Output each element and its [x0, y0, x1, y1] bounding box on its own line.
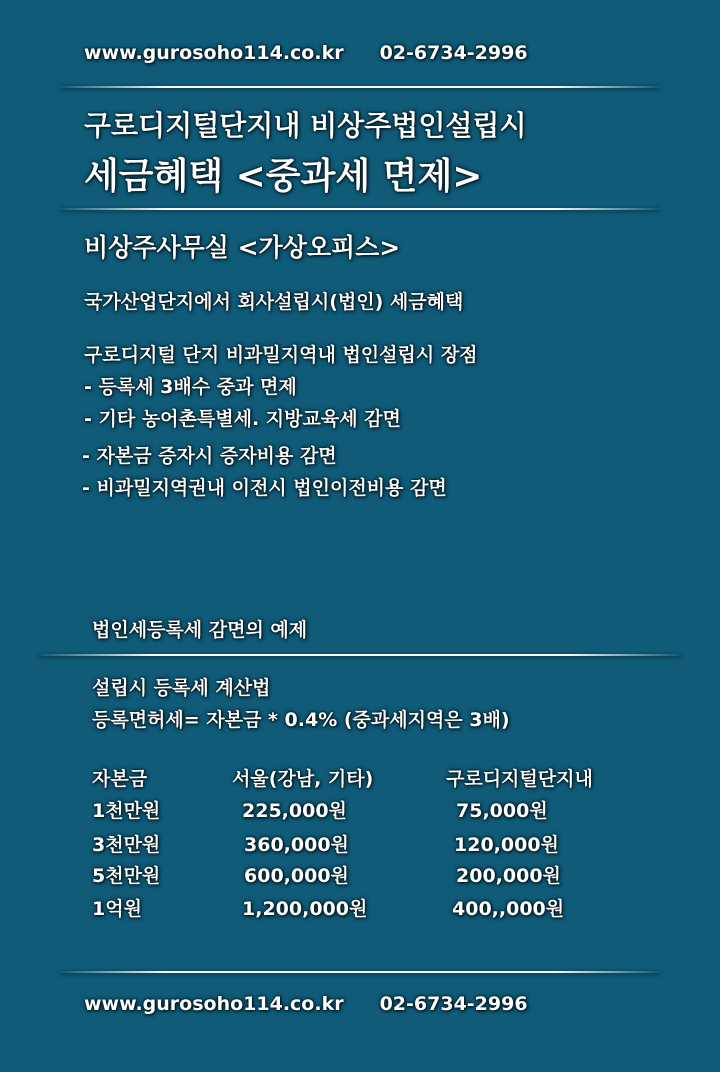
title-line-2: 세금혜택 <중과세 면제>: [84, 156, 483, 197]
table-header-capital: 자본금: [92, 768, 148, 790]
benefit-item: - 비과밀지역권내 이전시 법인이전비용 감면: [82, 477, 447, 499]
table-cell-capital: 5천만원: [92, 865, 161, 887]
table-cell-seoul: 600,000원: [244, 865, 349, 887]
example-divider: [40, 654, 680, 656]
header-url[interactable]: www.gurosoho114.co.kr: [84, 42, 344, 64]
title-line-1: 구로디지털단지내 비상주법인설립시: [84, 109, 527, 142]
table-cell-guro: 120,000원: [454, 834, 559, 856]
table-cell-seoul: 1,200,000원: [242, 898, 368, 920]
top-divider: [60, 86, 660, 88]
header-phone[interactable]: 02-6734-2996: [379, 42, 528, 64]
table-cell-capital: 1억원: [92, 898, 142, 920]
table-cell-guro: 200,000원: [456, 865, 561, 887]
calc-title: 설립시 등록세 계산법: [92, 677, 271, 699]
benefit-item: - 기타 농어촌특별세. 지방교육세 감면: [84, 408, 401, 430]
benefit-item: - 자본금 증자시 증자비용 감면: [82, 445, 337, 467]
calc-formula: 등록면허세= 자본금 * 0.4% (중과세지역은 3배): [92, 709, 510, 731]
header-contact: [84, 42, 528, 64]
table-cell-guro: 400,,000원: [452, 898, 565, 920]
footer-phone[interactable]: 02-6734-2996: [379, 993, 528, 1015]
table-header-guro: 구로디지털단지내: [446, 768, 593, 790]
table-cell-seoul: 360,000원: [244, 834, 349, 856]
table-cell-capital: 3천만원: [92, 834, 161, 856]
table-cell-guro: 75,000원: [456, 800, 548, 822]
benefits-heading: 구로디지털 단지 비과밀지역내 법인설립시 장점: [84, 344, 478, 366]
intro-text: 국가산업단지에서 회사설립시(법인) 세금혜택: [84, 291, 464, 313]
footer-contact: [84, 993, 528, 1015]
example-heading: 법인세등록세 감면의 예제: [92, 619, 308, 641]
benefit-item: - 등록세 3배수 중과 면제: [84, 376, 297, 398]
footer-url[interactable]: www.gurosoho114.co.kr: [84, 993, 344, 1015]
title-divider: [60, 208, 660, 210]
footer-divider: [60, 971, 660, 973]
table-cell-capital: 1천만원: [92, 800, 161, 822]
table-cell-seoul: 225,000원: [242, 800, 347, 822]
subtitle: 비상주사무실 <가상오피스>: [84, 233, 401, 262]
table-header-seoul: 서울(강남, 기타): [232, 768, 374, 790]
